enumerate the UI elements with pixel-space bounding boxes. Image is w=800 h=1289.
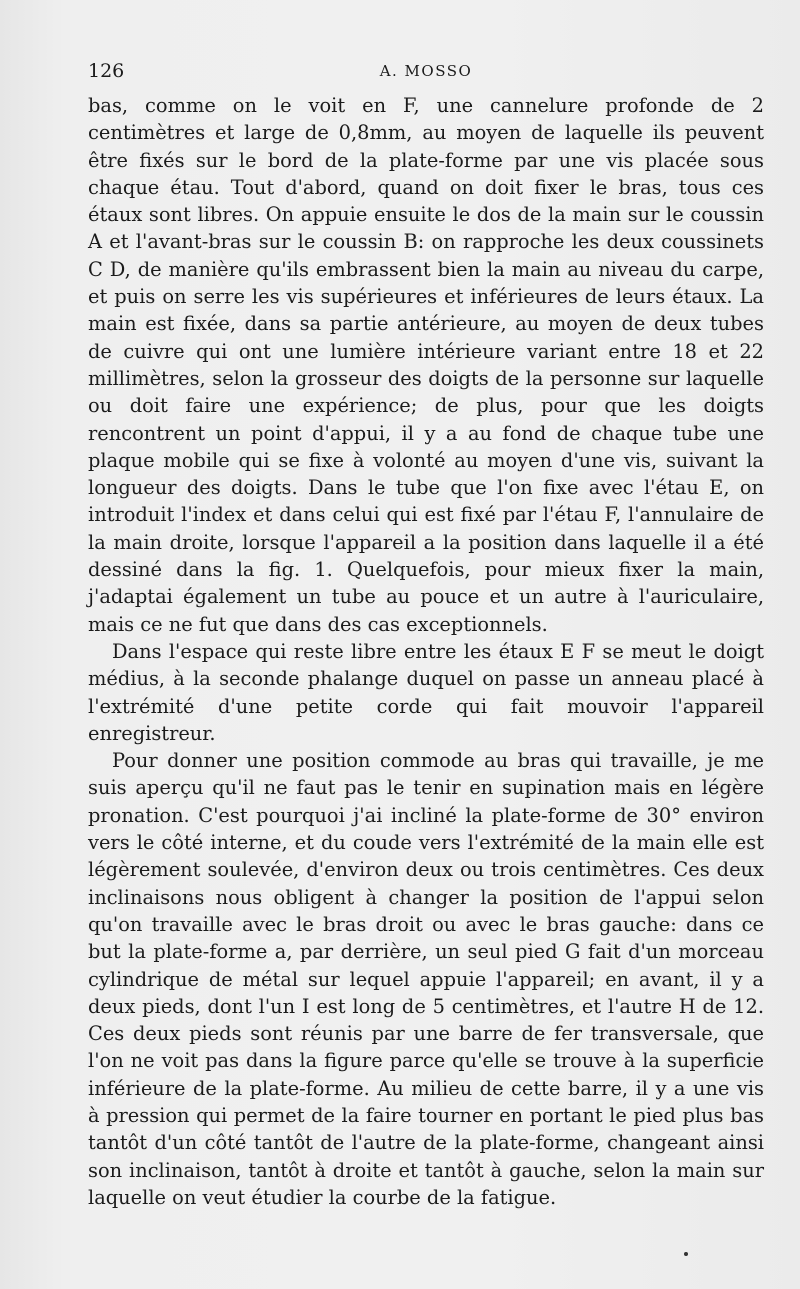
running-head: A. MOSSO bbox=[379, 62, 473, 80]
paragraph: Dans l'espace qui reste libre entre les étaux E F se meut le doigt médius, à la seconde phalange duquel on passe un anneau placé à l'extrémité d'une petite corde qui fait mouvoir l'appareil enregistreur. bbox=[88, 639, 764, 745]
body-text bbox=[88, 92, 764, 1211]
print-speck bbox=[684, 1252, 688, 1256]
page-header bbox=[88, 60, 764, 86]
paragraph: Pour donner une position commode au bras qui travaille, je me suis aperçu qu'il ne faut pas le tenir en supination mais en légère pronation. C'est pourquoi j'ai incliné la plate-forme de 30° environ vers le côté interne, et du coude vers l'extrémité de la main elle est légèrement soulevée, d'environ deux ou trois centimètres. Ces deux inclinaisons nous obligent à changer la position de l'appui selon qu'on travaille avec le bras droit ou avec le bras gauche: dans ce but la plate-forme a, par derrière, un seul pied G fait d'un morceau cylindrique de métal sur lequel appuie l'appareil; en avant, il y a deux pieds, dont l'un I est long de 5 centimètres, et l'autre H de 12. Ces deux pieds sont réunis par une barre de fer transversale, que l'on ne voit pas dans la figure parce qu'elle se trouve à la superficie inférieure de la plate-forme. Au milieu de cette barre, il y a une vis à pression qui permet de la faire tourner en portant le pied plus bas tantôt d'un côté tantôt de l'autre de la plate-forme, changeant ainsi son inclinaison, tantôt à droite et tantôt à gauche, selon la main sur laquelle on veut étudier la courbe de la fatigue. bbox=[88, 749, 764, 1209]
page-number: 126 bbox=[88, 60, 125, 82]
paragraph: bas, comme on le voit en F, une cannelure profonde de 2 centimètres et large de 0,8mm, au moyen de laquelle ils peuvent être fixés sur le bord de la plate-forme par une vis placée sous chaque étau. Tout d'abord, quand on doit fixer le bras, tous ces étaux sont libres. On appuie ensuite le dos de la main sur le coussin A et l'avant-bras sur le coussin B: on rapproche les deux coussinets C D, de manière qu'ils embrassent bien la main au niveau du carpe, et puis on serre les vis supérieures et inférieures de leurs étaux. La main est fixée, dans sa partie antérieure, au moyen de deux tubes de cuivre qui ont une lumière intérieure variant entre 18 et 22 millimètres, selon la grosseur des doigts de la personne sur laquelle ou doit faire une expérience; de plus, pour que les doigts rencontrent un point d'appui, il y a au fond de chaque tube une plaque mobile qui se fixe à volonté au moyen d'une vis, suivant la longueur des doigts. Dans le tube que l'on fixe avec l'étau E, on introduit l'index et dans celui qui est fixé par l'étau F, l'annulaire de la main droite, lorsque l'appareil a la position dans laquelle il a été dessiné dans la fig. 1. Quelquefois, pour mieux fixer la main, j'adaptai également un tube au pouce et un autre à l'auriculaire, mais ce ne fut que dans des cas exceptionnels. bbox=[88, 94, 764, 636]
